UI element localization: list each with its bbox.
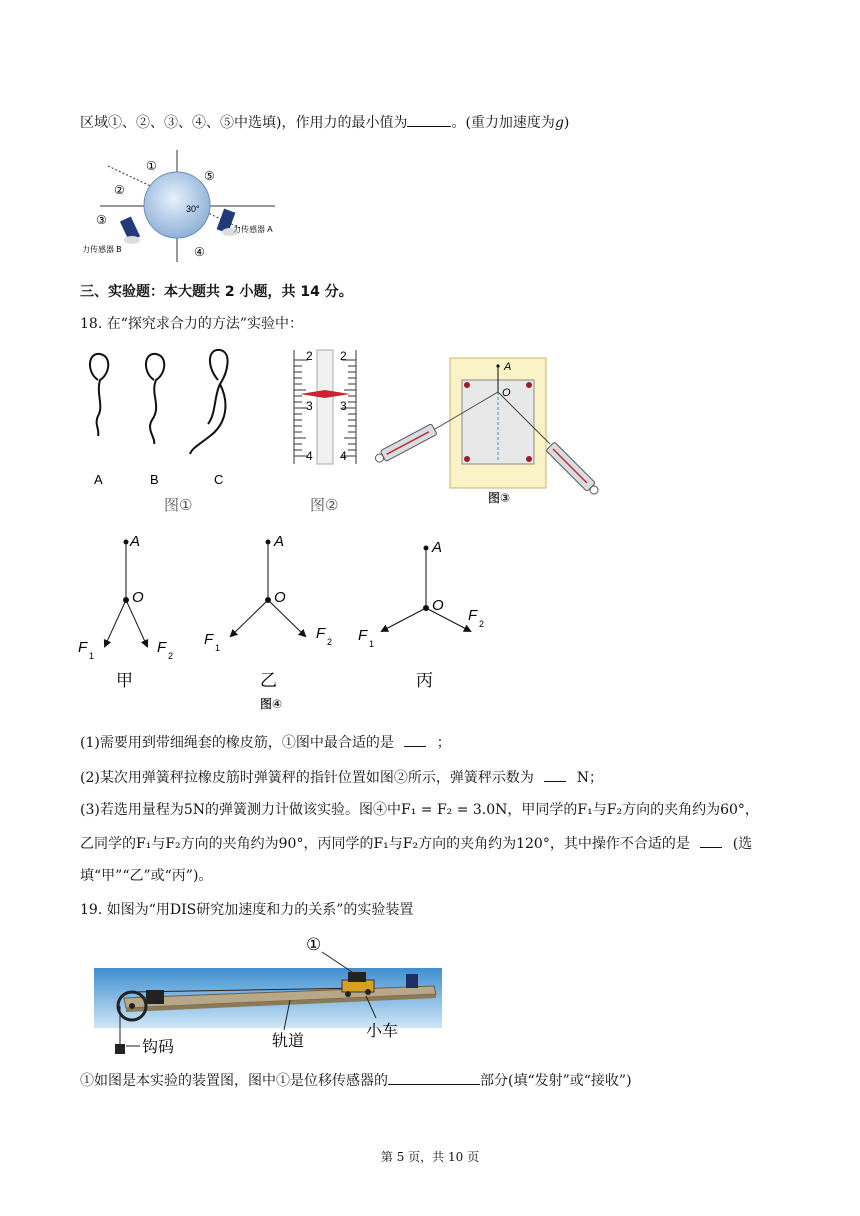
question-18-2: (2)某次用弹簧秤拉橡皮筋时弹簧秤的指针位置如图②所示，弹簧秤示数为 N； — [80, 767, 603, 788]
tick-right-2: 2 — [340, 349, 347, 363]
region-3-label: ③ — [96, 213, 107, 227]
region-2-label: ② — [114, 183, 125, 197]
answer-blank[interactable] — [407, 112, 451, 127]
option-c-label: C — [214, 472, 224, 487]
section-heading: 三、实验题：本大题共 2 小题，共 14 分。 — [80, 284, 353, 300]
jia-f1-sub: 1 — [89, 651, 95, 661]
spring-scale-right-icon — [546, 442, 600, 497]
tick-left-2: 2 — [306, 349, 313, 363]
fig4-caption: 图④ — [260, 697, 283, 711]
yi-point-o: O — [274, 589, 286, 606]
answer-blank[interactable] — [544, 767, 566, 782]
bing-point-a: A — [432, 539, 443, 556]
region-5-label: ⑤ — [204, 169, 215, 183]
weight-icon — [115, 1044, 125, 1054]
yi-f1-sub: 1 — [215, 643, 221, 653]
track-label: 轨道 — [272, 1033, 305, 1050]
bing-f2-sub: 2 — [479, 619, 485, 629]
region-4-label: ④ — [194, 245, 205, 259]
board-figure — [370, 356, 600, 506]
cart-label: 小车 — [366, 1023, 399, 1040]
answer-blank[interactable] — [700, 833, 722, 848]
jia-point-a: A — [130, 533, 141, 550]
bing-label: 丙 — [416, 671, 433, 690]
jia-label: 甲 — [116, 671, 133, 690]
sensor-marker: ① — [306, 936, 322, 954]
tick-right-3: 3 — [340, 399, 347, 413]
yi-f2: F — [316, 625, 326, 642]
page-footer: 第 5 页，共 10 页 — [380, 1150, 480, 1164]
answer-blank[interactable] — [404, 732, 426, 747]
pointer-icon — [300, 390, 350, 398]
fig3-caption: 图③ — [488, 491, 511, 505]
text-line-regions: 区域①、②、③、④、⑤中选填)，作用力的最小值为 。(重力加速度为g) — [80, 112, 569, 133]
bing-f2: F — [468, 607, 478, 624]
yi-label: 乙 — [260, 671, 277, 690]
tick-left-3: 3 — [306, 399, 313, 413]
jia-f2: F — [157, 639, 167, 656]
tick-left-4: 4 — [306, 449, 313, 463]
sphere-sensor-figure — [80, 150, 300, 262]
jia-f1: F — [78, 639, 88, 656]
question-18-1: (1)需要用到带细绳套的橡皮筋，①图中最合适的是 ； — [80, 732, 451, 753]
sensor-b-icon — [120, 216, 140, 244]
angle-label: 30° — [186, 204, 200, 214]
rubber-band-figure — [80, 344, 260, 516]
yi-f1: F — [204, 631, 214, 648]
fig3-point-a: A — [504, 361, 512, 373]
spring-scale-left-icon — [373, 424, 437, 466]
answer-blank[interactable] — [388, 1070, 480, 1085]
bing-f1-sub: 1 — [369, 639, 375, 649]
yi-f2-sub: 2 — [327, 637, 333, 647]
dis-apparatus-figure — [94, 936, 454, 1062]
yi-point-a: A — [274, 533, 285, 550]
fig3-point-o: O — [502, 387, 511, 399]
force-diagram-figure — [76, 528, 506, 712]
fig1-caption: 图① — [164, 497, 193, 514]
question-18-3-line3: 填“甲”“乙”或“丙”)。 — [80, 868, 213, 884]
question-18-3-line2: 乙同学的F₁与F₂方向的夹角约为90°，丙同学的F₁与F₂方向的夹角约为120°，其中操作不合适的是 (选 — [80, 833, 752, 854]
option-a-label: A — [94, 472, 103, 487]
jia-f2-sub: 2 — [168, 651, 174, 661]
jia-point-o: O — [132, 589, 144, 606]
question-19-1: ①如图是本实验的装置图，图中①是位移传感器的 部分(填“发射”或“接收”) — [80, 1070, 632, 1091]
spring-scale-figure — [282, 344, 372, 516]
bing-f1: F — [358, 627, 368, 644]
bing-point-o: O — [432, 597, 444, 614]
weight-label: 钩码 — [142, 1039, 175, 1056]
tick-right-4: 4 — [340, 449, 347, 463]
option-b-label: B — [150, 472, 159, 487]
question-18-3-line1: (3)若选用量程为5N的弹簧测力计做该实验。图④中F₁ = F₂ = 3.0N，甲同学的F₁与F₂方向的夹角约为60°， — [80, 802, 759, 818]
question-19-stem: 19. 如图为“用DIS研究加速度和力的关系”的实验装置 — [80, 902, 414, 918]
sensor-a-label: 力传感器 A — [233, 225, 273, 234]
region-1-label: ① — [146, 159, 157, 173]
question-18-stem: 18. 在“探究求合力的方法”实验中： — [80, 316, 304, 332]
sensor-b-label: 力传感器 B — [82, 245, 122, 254]
fig2-caption: 图② — [310, 497, 339, 514]
receiver-icon — [406, 974, 418, 988]
